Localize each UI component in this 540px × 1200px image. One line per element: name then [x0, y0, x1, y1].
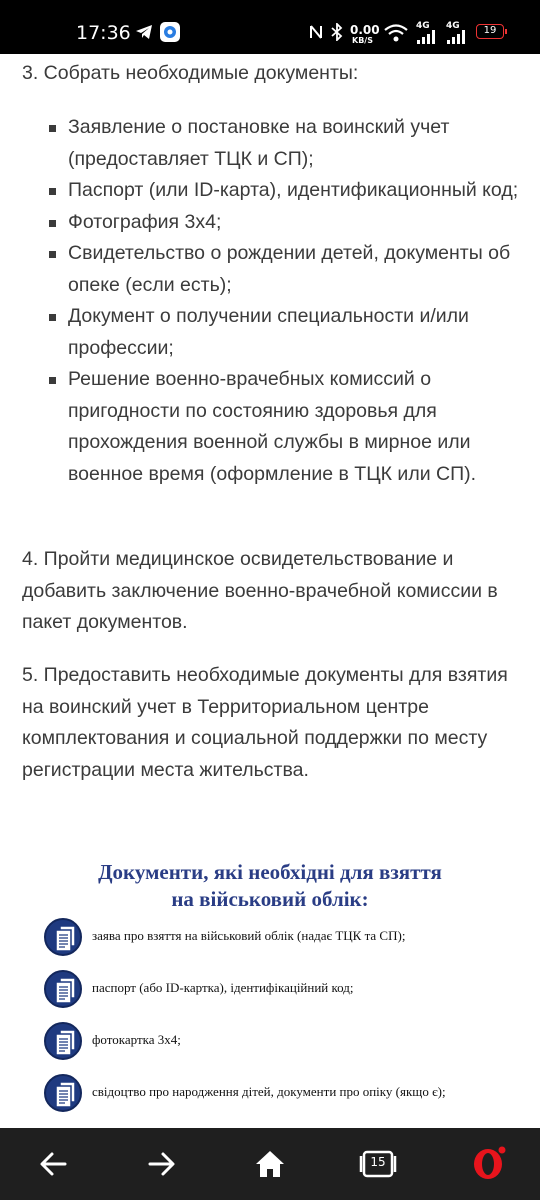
list-item [46, 364, 526, 490]
battery-level: 19 [483, 25, 497, 36]
infographic-item-text: фотокартка 3х4; [92, 1032, 181, 1047]
tabs-count: 15 [370, 1155, 386, 1169]
list-item-text: Паспорт (или ID-карта), идентификационный код; [68, 179, 519, 201]
wifi-icon [383, 23, 409, 48]
nfc-icon [309, 24, 323, 45]
list-item-text: Фотография 3х4; [68, 210, 222, 233]
signal-label-2: 4G [446, 21, 460, 31]
browser-app-icon [160, 22, 180, 47]
infographic-item-text: свідоцтво про народження дітей, документи про опіку (якщо є); [92, 1084, 446, 1099]
status-bar [0, 0, 540, 54]
document-icon [44, 970, 82, 1008]
signal-label-1: 4G [416, 21, 430, 31]
list-item [46, 175, 526, 207]
forward-arrow-icon [139, 1142, 183, 1186]
bullet-marker [49, 125, 56, 132]
back-button[interactable] [32, 1142, 76, 1186]
tabs-button[interactable] [356, 1142, 400, 1186]
browser-bottom-bar [0, 1128, 540, 1200]
signal-icon [446, 30, 466, 49]
step-4-text: 4. Пройти медицинское освидетельствование и добавить заключение военно-врачебной комиссии в пакет документов. [22, 548, 498, 633]
step-5-text: 5. Предоставить необходимые документы для взятия на воинский учет в Территориальном центре комплектования и социальной поддержки по месту регистрации места жительства. [22, 664, 508, 781]
list-item [46, 301, 526, 364]
bullet-marker [49, 314, 56, 321]
list-item [46, 112, 526, 175]
list-item-text: Заявление о постановке на воинский учет (предоставляет ТЦК и СП); [68, 116, 450, 170]
list-item [46, 238, 526, 301]
home-button[interactable] [248, 1142, 292, 1186]
document-icon [44, 918, 82, 956]
opera-menu-button[interactable] [466, 1142, 510, 1186]
list-item-text: Свидетельство о рождении детей, документы об опеке (если есть); [68, 242, 511, 296]
opera-icon [466, 1142, 510, 1186]
battery-icon [476, 24, 504, 39]
infographic-item-text: заява про взяття на військовий облік (надає ТЦК та СП); [92, 928, 406, 943]
infographic-item-text: паспорт (або ID-картка), ідентифікаційний код; [92, 980, 354, 995]
bullet-marker [49, 251, 56, 258]
infographic-title [40, 859, 500, 913]
list-item-text: Документ о получении специальности и/или профессии; [68, 305, 469, 359]
forward-button[interactable] [139, 1142, 183, 1186]
list-item [46, 207, 526, 239]
net-speed-value: 0.00 [350, 23, 380, 37]
home-icon [248, 1142, 292, 1186]
back-arrow-icon [32, 1142, 76, 1186]
document-icon [44, 1074, 82, 1112]
bullet-marker [49, 377, 56, 384]
infographic-title-line-1: Документи, які необхідні для взяття [98, 860, 442, 884]
step-3-text: 3. Собрать необходимые документы: [22, 62, 359, 84]
document-icon [44, 1022, 82, 1060]
documents-list [46, 112, 526, 490]
status-time: 17:36 [76, 22, 131, 44]
telegram-icon [135, 24, 153, 45]
bluetooth-icon [331, 23, 343, 46]
infographic-title-line-2: на військовий облік: [171, 887, 369, 911]
signal-icon [416, 30, 436, 49]
list-item-text: Решение военно-врачебных комиссий о пригодности по состоянию здоровья для прохождения военной службы в мирное или военное время (оформление в ТЦК или СП). [68, 368, 477, 485]
article-content [0, 54, 540, 1128]
bullet-marker [49, 220, 56, 227]
bullet-marker [49, 188, 56, 195]
net-speed-unit: KB/S [352, 36, 373, 45]
